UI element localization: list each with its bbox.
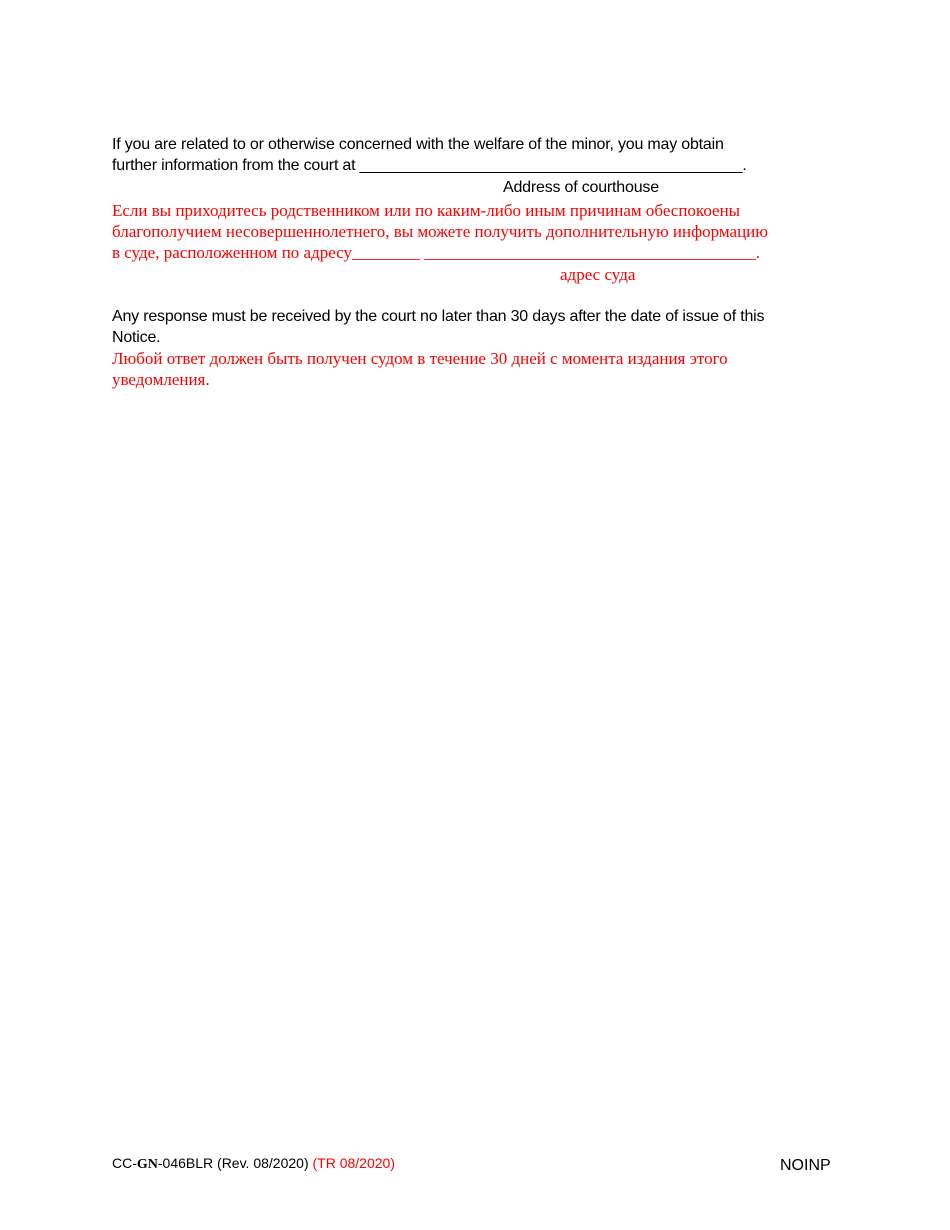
courthouse-info-ru-line-2: благополучием несовершеннолетнего, вы можете получить дополнительную информацию (112, 222, 768, 241)
courthouse-info-russian (112, 200, 840, 263)
form-code-bold: GN (136, 1157, 158, 1172)
translation-revision: (TR 08/2020) (312, 1155, 395, 1171)
form-id: NOINP (780, 1157, 831, 1174)
response-deadline-ru-line-2: уведомления. (112, 370, 210, 389)
form-code-suffix: -046BLR (Rev. 08/2020) (157, 1155, 309, 1171)
form-code-prefix: CC- (112, 1155, 137, 1171)
response-deadline-english (112, 306, 840, 348)
response-deadline-en-line-1: Any response must be received by the court no later than 30 days after the date of issue of this (112, 308, 765, 325)
courthouse-info-en-line-2: further information from the court at ____________________________________________. (112, 157, 747, 174)
response-deadline-ru-line-1: Любой ответ должен быть получен судом в течение 30 дней с момента издания этого (112, 349, 728, 368)
courthouse-info-english (112, 134, 840, 176)
courthouse-address-caption: Address of courthouse (503, 179, 659, 196)
courthouse-address-caption-ru: адрес суда (560, 265, 636, 284)
courthouse-info-en-line-1: If you are related to or otherwise concerned with the welfare of the minor, you may obtain (112, 136, 724, 153)
response-deadline-en-line-2: Notice. (112, 329, 161, 346)
response-deadline-russian (112, 348, 840, 390)
courthouse-info-ru-line-1: Если вы приходитесь родственником или по каким-либо иным причинам обеспокоены (112, 201, 741, 220)
courthouse-info-ru-line-3: в суде, расположенном по адресу________ _______________________________________. (112, 243, 761, 262)
form-code (112, 1154, 395, 1174)
